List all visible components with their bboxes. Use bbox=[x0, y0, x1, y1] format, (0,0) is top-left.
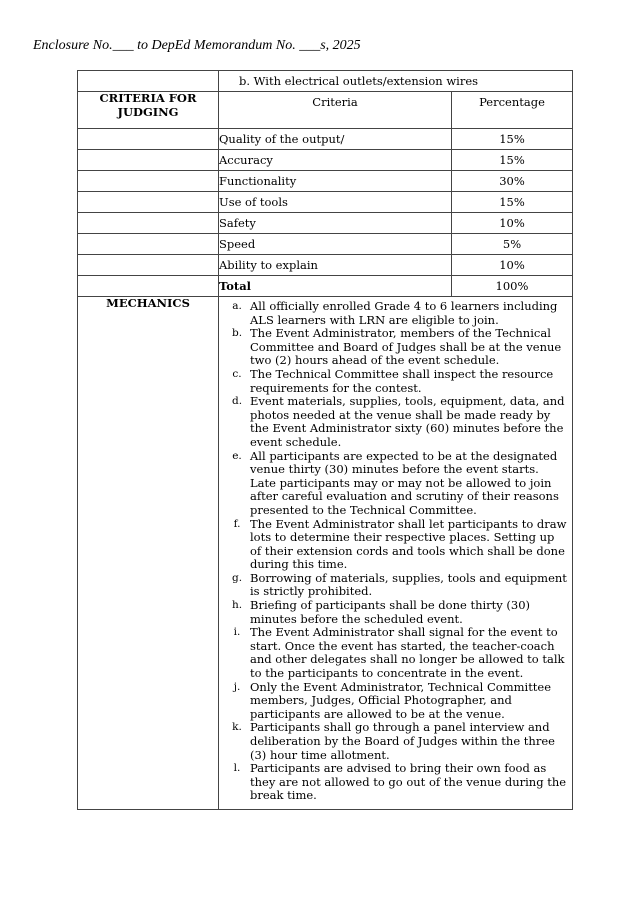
mechanics-item-text: The Event Administrator shall signal for the event to start. Once the event has started, the teacher-coach and other delegates shall no longer be allowed to talk to the participants to concentrate in the event. bbox=[250, 625, 565, 681]
criteria-row bbox=[78, 171, 573, 192]
mechanics-item-text: Briefing of participants shall be done thirty (30) minutes before the scheduled event. bbox=[250, 598, 531, 626]
total-row bbox=[78, 276, 573, 297]
mechanics-item bbox=[224, 572, 568, 599]
mechanics-item bbox=[224, 518, 568, 572]
document-header: Enclosure No.___ to DepEd Memorandum No. ___s, 2025 bbox=[33, 38, 361, 53]
mechanics-item-text: The Event Administrator shall let participants to draw lots to determine their respective places. Setting up of their extension cords and tools which shall be done during this time. bbox=[250, 516, 567, 572]
mechanics-item bbox=[224, 368, 568, 395]
list-marker: d. bbox=[231, 395, 243, 408]
list-marker: j. bbox=[233, 680, 241, 693]
criteria-name: Functionality bbox=[219, 171, 452, 192]
criteria-percentage: 10% bbox=[452, 255, 573, 276]
mechanics-row bbox=[78, 297, 573, 810]
total-percentage: 100% bbox=[452, 276, 573, 297]
list-marker: i. bbox=[233, 626, 241, 639]
mechanics-item bbox=[224, 599, 568, 626]
criteria-name: Speed bbox=[219, 234, 452, 255]
list-marker: k. bbox=[232, 721, 242, 734]
mechanics-item-text: All officially enrolled Grade 4 to 6 learners including ALS learners with LRN are eligible to join. bbox=[250, 299, 558, 327]
criteria-name: Ability to explain bbox=[219, 255, 452, 276]
list-marker: b. bbox=[231, 327, 243, 340]
criteria-row bbox=[78, 192, 573, 213]
criteria-row bbox=[78, 255, 573, 276]
list-marker: f. bbox=[233, 517, 241, 530]
list-marker: e. bbox=[232, 449, 242, 462]
criteria-row bbox=[78, 213, 573, 234]
mechanics-item-text: Participants are advised to bring their own food as they are not allowed to go out of the venue during the break time. bbox=[250, 761, 567, 803]
mechanics-item-text: Borrowing of materials, supplies, tools and equipment is strictly prohibited. bbox=[250, 570, 567, 599]
criteria-name: Use of tools bbox=[219, 192, 452, 213]
table-row bbox=[78, 71, 573, 92]
list-marker: h. bbox=[231, 599, 243, 612]
mechanics-item bbox=[224, 762, 568, 803]
criteria-row bbox=[78, 234, 573, 255]
mechanics-item-text: Participants shall go through a panel interview and deliberation by the Board of Judges within the three (3) hour time allotment. bbox=[250, 720, 555, 762]
empty-label-cell bbox=[78, 71, 219, 92]
empty-label-cell bbox=[78, 129, 219, 150]
mechanics-content bbox=[219, 297, 573, 810]
total-label: Total bbox=[219, 276, 452, 297]
empty-label-cell bbox=[78, 255, 219, 276]
mechanics-item-text: Only the Event Administrator, Technical Committee members, Judges, Official Photographer, and participants are allowed to be at the venue. bbox=[250, 679, 552, 721]
list-marker: l. bbox=[233, 762, 241, 775]
requirement-item-b: b. With electrical outlets/extension wires bbox=[219, 71, 573, 92]
mechanics-item-text: The Event Administrator, members of the Technical Committee and Board of Judges shall be at the venue two (2) hours ahead of the event schedule. bbox=[250, 326, 562, 368]
criteria-row bbox=[78, 150, 573, 171]
contest-guidelines-table bbox=[77, 70, 573, 810]
list-marker: g. bbox=[231, 571, 243, 584]
empty-label-cell bbox=[78, 150, 219, 171]
mechanics-item-text: Event materials, supplies, tools, equipment, data, and photos needed at the venue shall be made ready by the Event Administrator sixty (60) minutes before the event schedule. bbox=[250, 394, 565, 449]
criteria-section-label: CRITERIA FOR JUDGING bbox=[78, 92, 219, 129]
criteria-percentage: 15% bbox=[452, 150, 573, 171]
criteria-percentage: 10% bbox=[452, 213, 573, 234]
criteria-rows bbox=[78, 129, 573, 276]
percentage-column-header: Percentage bbox=[452, 92, 573, 129]
criteria-percentage: 15% bbox=[452, 192, 573, 213]
mechanics-list bbox=[219, 297, 572, 809]
mechanics-item bbox=[224, 450, 568, 518]
mechanics-item-text: The Technical Committee shall inspect the resource requirements for the contest. bbox=[250, 366, 554, 395]
criteria-percentage: 30% bbox=[452, 171, 573, 192]
empty-label-cell bbox=[78, 171, 219, 192]
empty-label-cell bbox=[78, 213, 219, 234]
criteria-percentage: 15% bbox=[452, 129, 573, 150]
mechanics-item-text: All participants are expected to be at the designated venue thirty (30) minutes before the event starts. Late participants may or may not be allowed to join after careful evaluation and scrutiny of their reasons presented to the Technical Committee. bbox=[250, 448, 559, 517]
criteria-percentage: 5% bbox=[452, 234, 573, 255]
mechanics-section-label: MECHANICS bbox=[78, 297, 219, 810]
mechanics-item bbox=[224, 721, 568, 762]
mechanics-item bbox=[224, 681, 568, 722]
empty-label-cell bbox=[78, 276, 219, 297]
criteria-name: Accuracy bbox=[219, 150, 452, 171]
criteria-header-row bbox=[78, 92, 573, 129]
criteria-name: Quality of the output/ bbox=[219, 129, 452, 150]
mechanics-item bbox=[224, 626, 568, 680]
list-marker: a. bbox=[232, 300, 242, 312]
mechanics-item bbox=[224, 300, 568, 327]
mechanics-item bbox=[224, 327, 568, 368]
list-marker: c. bbox=[232, 367, 242, 380]
mechanics-item bbox=[224, 395, 568, 449]
criteria-row bbox=[78, 129, 573, 150]
criteria-column-header: Criteria bbox=[219, 92, 452, 129]
empty-label-cell bbox=[78, 234, 219, 255]
empty-label-cell bbox=[78, 192, 219, 213]
criteria-name: Safety bbox=[219, 213, 452, 234]
